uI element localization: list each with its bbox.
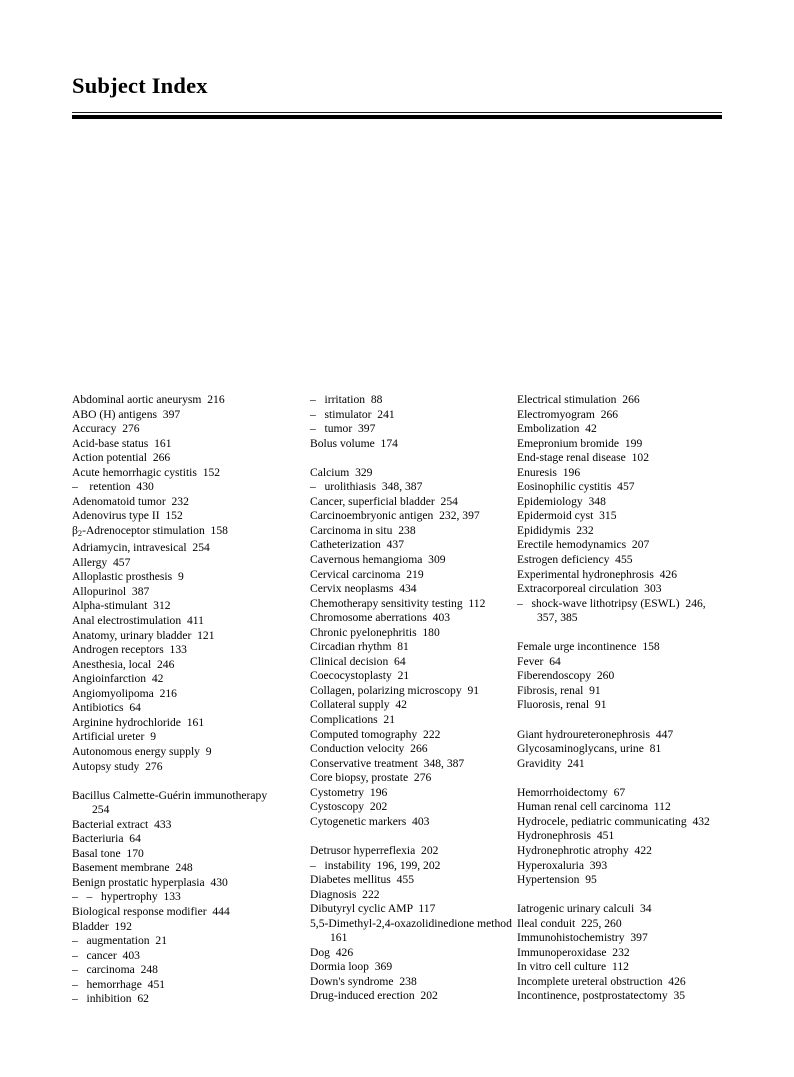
index-entry: Adenomatoid tumor 232 [72, 494, 189, 508]
index-entry: Anal electrostimulation 411 [72, 614, 204, 628]
index-entry: Extracorporeal circulation 303 [517, 582, 662, 596]
index-entry: Human renal cell carcinoma 112 [517, 800, 671, 814]
index-entry: Allopurinol 387 [72, 584, 150, 598]
index-entry: Fibrosis, renal 91 [517, 683, 601, 697]
index-entry: Acute hemorrhagic cystitis 152 [72, 465, 221, 479]
index-entry: Erectile hemodynamics 207 [517, 538, 650, 552]
index-column-2 [310, 393, 520, 1004]
index-entry: Cytogenetic markers 403 [310, 814, 430, 828]
index-entry: 5,5-Dimethyl-2,4-oxazolidinedione method [310, 916, 512, 930]
index-entry-continuation: 357, 385 [537, 611, 578, 625]
index-entry: Enuresis 196 [517, 465, 581, 479]
index-entry: Calcium 329 [310, 465, 373, 479]
index-entry: Basement membrane 248 [72, 861, 193, 875]
index-entry: Autopsy study 276 [72, 759, 163, 773]
index-entry: Diabetes mellitus 455 [310, 873, 415, 887]
index-entry: Accuracy 276 [72, 422, 140, 436]
index-entry: – irritation 88 [310, 393, 383, 406]
index-entry: Immunohistochemistry 397 [517, 931, 648, 945]
index-entry: Bolus volume 174 [310, 436, 398, 450]
index-entry: Iatrogenic urinary calculi 34 [517, 902, 652, 916]
index-entry: Catheterization 437 [310, 538, 405, 552]
index-entry: Carcinoembryonic antigen 232, 397 [310, 509, 480, 523]
index-section-gap [310, 451, 520, 466]
index-entry: Hyperoxaluria 393 [517, 858, 608, 872]
index-entry: Chromosome aberrations 403 [310, 611, 451, 625]
index-entry: Cavernous hemangioma 309 [310, 553, 446, 567]
index-entry: Cervix neoplasms 434 [310, 582, 417, 596]
index-entry: Experimental hydronephrosis 426 [517, 567, 678, 581]
index-entry: Hydrocele, pediatric communicating 432 [517, 814, 710, 828]
index-entry: – cancer 403 [72, 948, 140, 962]
index-entry: Immunoperoxidase 232 [517, 945, 630, 959]
page-title: Subject Index [72, 73, 208, 98]
index-entry: In vitro cell culture 112 [517, 960, 629, 974]
index-entry: Core biopsy, prostate 276 [310, 771, 432, 785]
index-entry: Epididymis 232 [517, 523, 594, 537]
index-entry: – shock-wave lithotripsy (ESWL) 246, [517, 596, 706, 610]
index-entry: Angiomyolipoma 216 [72, 686, 177, 700]
index-entry-text: -Adrenoceptor stimulation 158 [82, 523, 228, 537]
index-entry: Hydronephrosis 451 [517, 829, 615, 843]
index-entry: Fluorosis, renal 91 [517, 698, 607, 712]
index-entry: Antibiotics 64 [72, 701, 141, 715]
index-entry: Collagen, polarizing microscopy 91 [310, 683, 480, 697]
index-entry: – retention 430 [72, 480, 154, 494]
index-entry: Anatomy, urinary bladder 121 [72, 628, 215, 642]
index-entry: Bacterial extract 433 [72, 817, 172, 831]
index-entry: Allergy 457 [72, 555, 131, 569]
index-entry: Circadian rhythm 81 [310, 640, 409, 654]
index-entry-continuation: 254 [92, 803, 110, 817]
index-entry: Chemotherapy sensitivity testing 112 [310, 596, 486, 610]
index-entry: Dormia loop 369 [310, 960, 393, 974]
index-entry: – urolithiasis 348, 387 [310, 480, 423, 494]
index-entry: – instability 196, 199, 202 [310, 858, 441, 872]
index-entry: – augmentation 21 [72, 934, 167, 948]
index-entry: Cancer, superficial bladder 254 [310, 494, 458, 508]
index-entry: Cystometry 196 [310, 785, 388, 799]
index-entry: Down's syndrome 238 [310, 974, 417, 988]
index-section-gap [517, 771, 732, 786]
index-entry: Estrogen deficiency 455 [517, 553, 633, 567]
index-entry: Autonomous energy supply 9 [72, 744, 212, 758]
index-entry: – inhibition 62 [72, 992, 149, 1006]
index-entry: Epidemiology 348 [517, 494, 606, 508]
index-entry: Fever 64 [517, 654, 561, 668]
index-entry: Cervical carcinoma 219 [310, 567, 424, 581]
index-entry: Epidermoid cyst 315 [517, 509, 617, 523]
index-section-gap [517, 626, 732, 641]
index-entry: Dibutyryl cyclic AMP 117 [310, 902, 436, 916]
index-entry: Fiberendoscopy 260 [517, 669, 615, 683]
index-entry: Bladder 192 [72, 919, 132, 933]
index-entry: Hydronephrotic atrophy 422 [517, 843, 652, 857]
index-section-gap [72, 774, 300, 789]
index-column-3 [517, 393, 732, 1004]
index-entry: Emepronium bromide 199 [517, 436, 643, 450]
greek-beta-glyph: β [72, 523, 78, 537]
index-entry: Collateral supply 42 [310, 698, 407, 712]
index-entry: Chronic pyelonephritis 180 [310, 625, 440, 639]
index-entry: Glycosaminoglycans, urine 81 [517, 742, 662, 756]
index-entry: Electromyogram 266 [517, 407, 619, 421]
index-entry: Angioinfarction 42 [72, 672, 164, 686]
header-rule [72, 112, 722, 119]
index-entry: Female urge incontinence 158 [517, 640, 660, 654]
index-entry: Giant hydroureteronephrosis 447 [517, 727, 674, 741]
index-section-gap [517, 888, 732, 903]
index-entry: Cystoscopy 202 [310, 800, 388, 814]
index-entry: Eosinophilic cystitis 457 [517, 480, 635, 494]
index-entry: Clinical decision 64 [310, 654, 406, 668]
index-entry: Arginine hydrochloride 161 [72, 715, 205, 729]
index-entry-continuation: 161 [330, 931, 348, 945]
index-entry: Hypertension 95 [517, 873, 597, 887]
index-entry: Complications 21 [310, 713, 396, 727]
page-header [72, 74, 722, 99]
index-entry: Bacteriuria 64 [72, 832, 141, 846]
index-entry: Abdominal aortic aneurysm 216 [72, 393, 225, 406]
index-entry: – hemorrhage 451 [72, 977, 166, 991]
index-entry: Diagnosis 222 [310, 887, 380, 901]
index-entry: Conduction velocity 266 [310, 742, 428, 756]
index-entry: Adenovirus type II 152 [72, 509, 183, 523]
index-entry: Drug-induced erection 202 [310, 989, 438, 1003]
index-entry: Carcinoma in situ 238 [310, 523, 416, 537]
index-entry: Coecocystoplasty 21 [310, 669, 410, 683]
index-entry [72, 524, 300, 541]
index-entry: Incontinence, postprostatectomy 35 [517, 989, 686, 1003]
index-entry: – carcinoma 248 [72, 963, 158, 977]
index-entry: Hemorrhoidectomy 67 [517, 785, 626, 799]
index-section-gap [310, 829, 520, 844]
index-entry: End-stage renal disease 102 [517, 451, 649, 465]
index-entry: Alpha-stimulant 312 [72, 599, 171, 613]
index-entry: Acid-base status 161 [72, 436, 172, 450]
index-entry: Basal tone 170 [72, 846, 144, 860]
index-entry: Gravidity 241 [517, 756, 585, 770]
index-entry: Ileal conduit 225, 260 [517, 916, 622, 930]
index-entry: Dog 426 [310, 945, 354, 959]
index-entry: – – hypertrophy 133 [72, 890, 181, 904]
index-entry: Electrical stimulation 266 [517, 393, 640, 406]
index-column-1 [72, 393, 300, 1007]
subscript-two: 2 [77, 528, 83, 538]
index-entry: Bacillus Calmette-Guérin immunotherapy [72, 788, 268, 802]
index-entry: Anesthesia, local 246 [72, 657, 175, 671]
index-entry: Adriamycin, intravesical 254 [72, 541, 210, 555]
index-entry: Biological response modifier 444 [72, 904, 230, 918]
index-entry: Embolization 42 [517, 422, 597, 436]
index-entry: Conservative treatment 348, 387 [310, 756, 465, 770]
index-entry: – stimulator 241 [310, 407, 395, 421]
index-entry: Androgen receptors 133 [72, 643, 187, 657]
index-entry: Alloplastic prosthesis 9 [72, 570, 184, 584]
header-rule-thick [72, 115, 722, 119]
index-entry: ABO (H) antigens 397 [72, 407, 181, 421]
index-entry: – tumor 397 [310, 422, 376, 436]
index-entry: Incomplete ureteral obstruction 426 [517, 974, 686, 988]
index-entry: Computed tomography 222 [310, 727, 441, 741]
index-entry: Artificial ureter 9 [72, 730, 157, 744]
index-entry: Detrusor hyperreflexia 202 [310, 843, 439, 857]
index-entry: Benign prostatic hyperplasia 430 [72, 875, 228, 889]
index-section-gap [517, 713, 732, 728]
index-entry: Action potential 266 [72, 451, 171, 465]
